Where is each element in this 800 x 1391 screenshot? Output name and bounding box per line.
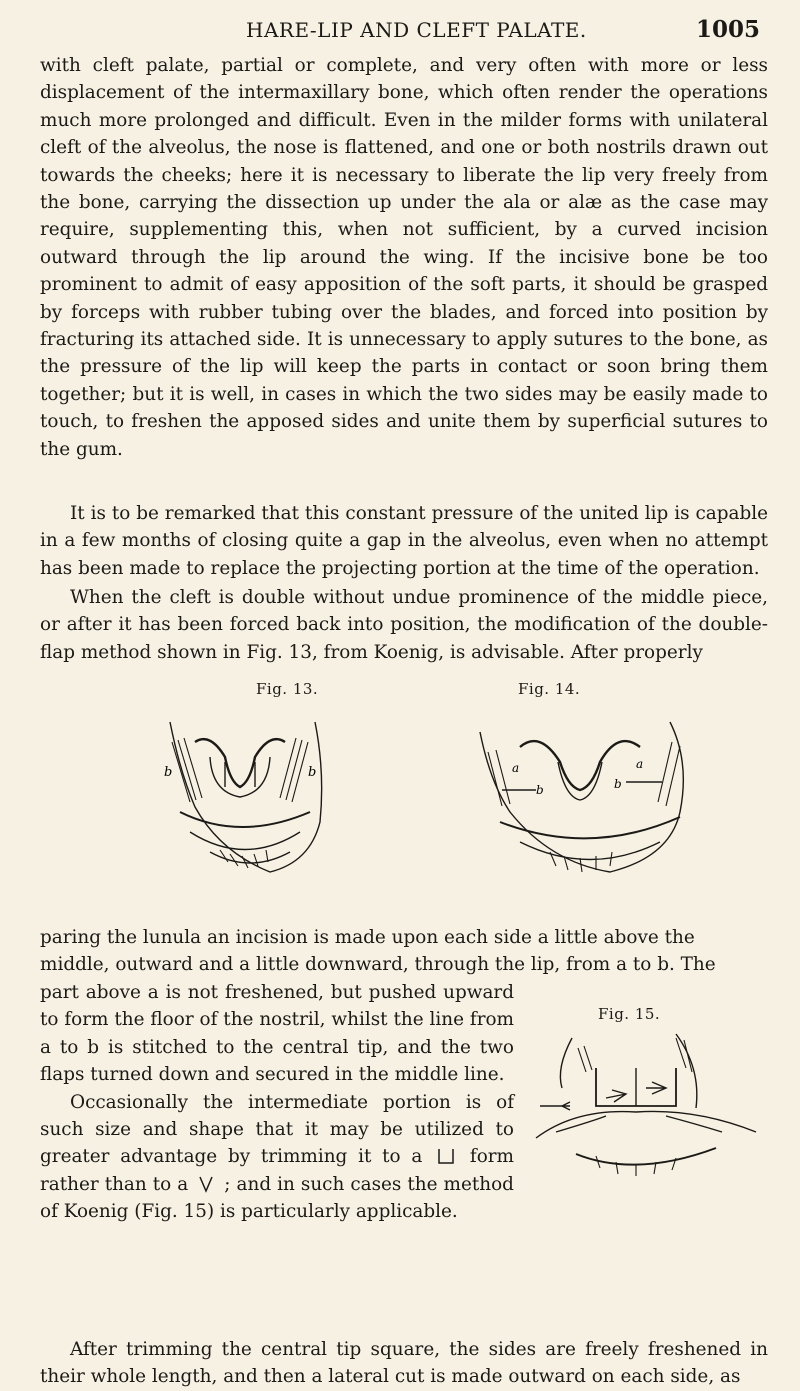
running-head: HARE-LIP AND CLEFT PALATE. [246,18,587,42]
figure-13-caption: Fig. 13. [256,680,319,698]
paragraph-4-intro [40,924,768,979]
paragraph-4-line-2: middle, outward and a little downward, through the lip, from a to b. The [40,954,716,976]
page-number: 1005 [695,16,760,43]
page-header [246,16,760,46]
figure-13-label-b-right: b [308,765,317,780]
figure-15-illustration [526,1028,766,1178]
figure-14-illustration [440,702,710,892]
paragraph-4-line-1: paring the lunula an incision is made upon each side a little above the [40,927,695,948]
figure-14-label-b-left: b [536,783,544,797]
paragraph-4-continuation: part above a is not freshened, but pushed upward to form the floor of the nostril, whilst the line from a to b is stitched to the central tip, and the two flaps turned down and secured in the middle line. [40,982,514,1086]
paragraph-6: After trimming the central tip square, the sides are freely freshened in their whole length, and then a lateral cut is made outward on each side, as [40,1339,768,1388]
figure-14-caption: Fig. 14. [518,680,581,698]
figure-13-label-b-left: b [164,765,173,780]
paragraph-5 [40,1089,514,1226]
figure-13-illustration [150,702,330,892]
paragraph-1: with cleft palate, partial or complete, and very often with more or less displacement of the intermaxillary bone, which often render the operations much more prolonged and difficult. Even in the milder forms with unilateral cleft of the alveolus, the nose is flattened, and one or both nostrils drawn out towards the cheeks; here it is necessary to liberate the lip very freely from the bone, carrying the dissection up under the ala or alæ as the case may require, supplementing this, when not sufficient, by a curved incision outward through the lip around the wing. If the incisive bone be too prominent to admit of easy apposition of the soft parts, it should be grasped by forceps with rubber tubing over the blades, and forced into position by fracturing its attached side. It is unnecessary to apply sutures to the bone, as the pressure of the lip will keep the parts in contact or soon bring them together; but it is well, in cases in which the two sides may be easily made to touch, to freshen the apposed sides and unite them by superficial sutures to the gum. [40,55,768,460]
square-form-symbol [437,1147,455,1165]
paragraph-3: When the cleft is double without undue prominence of the middle piece, or after it has been forced back into position, the modification of the double-flap method shown in Fig. 13, from Koenig, is advisable. After properly [40,587,768,663]
figure-14-label-b-right: b [614,777,622,791]
paragraph-5-middle: form rather than to a [40,1146,514,1195]
figure-14-label-a-right: a [636,757,644,771]
figure-15-caption: Fig. 15. [598,1005,661,1023]
paragraph-5-start: Occasionally the intermediate portion is of such size and shape that it may be utilized to greater advantage by trimming it to a [40,1091,514,1168]
figure-14-label-a-left: a [512,761,520,775]
narrow-text-column [40,979,514,1226]
v-form-symbol [198,1175,214,1193]
paragraph-5-end: ; and in such cases the method of Koenig (Fig. 15) is particularly applicable. [40,1173,514,1223]
paragraph-2: It is to be remarked that this constant pressure of the united lip is capable in a few months of closing quite a gap in the alveolus, even when no attempt has been made to replace the projecting portion at the time of the operation. [40,503,768,579]
